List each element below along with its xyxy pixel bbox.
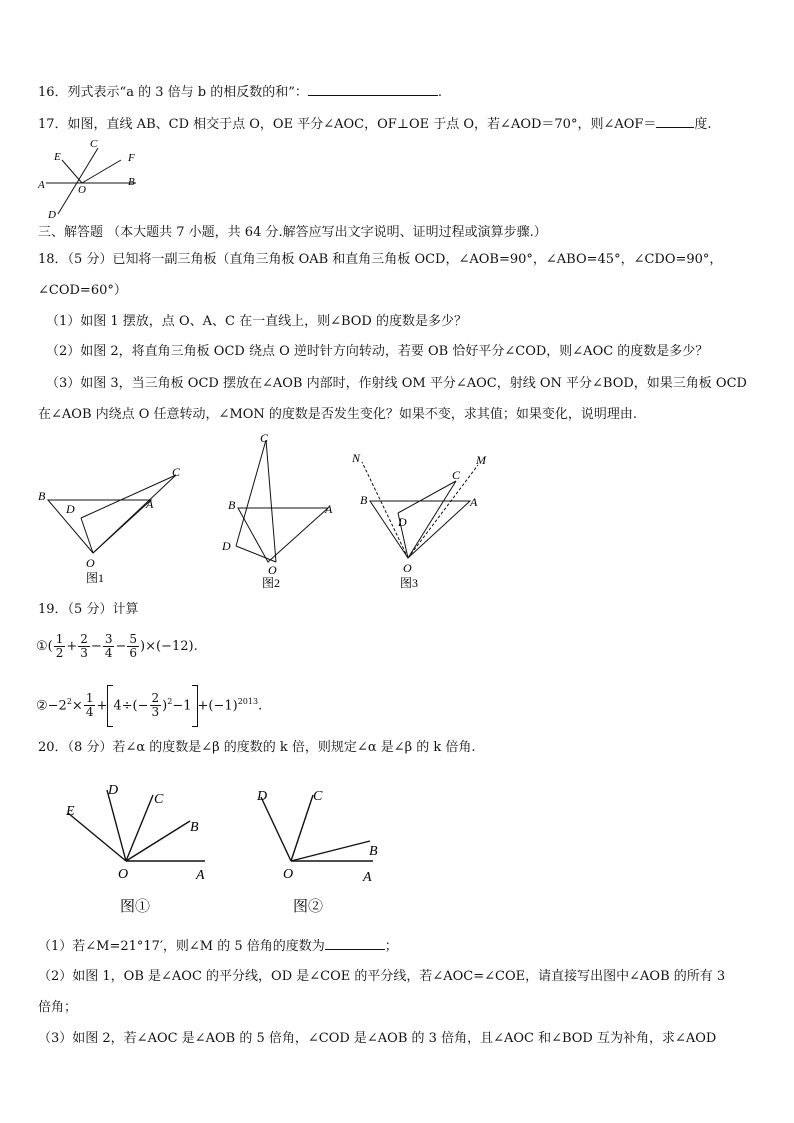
fig18-3-label-d: D <box>398 515 407 529</box>
q18-part2: （2）如图 2，将直角三角板 OCD 绕点 O 逆时针方向转动，若要 OB 恰好平分∠COD，则∠AOC 的度数是多少？ <box>46 344 709 359</box>
q16-answer-blank[interactable] <box>308 83 438 96</box>
fig17-label-a: A <box>38 179 45 191</box>
op-minus: − <box>115 639 127 654</box>
fig18-1-label-d: D <box>66 502 75 516</box>
fig18-1-label-a: A <box>146 497 154 511</box>
fig18-3-label-c: C <box>452 468 461 482</box>
q19-e2-a-exp: 2 <box>66 697 72 706</box>
fig20-2-label-a: A <box>363 870 372 885</box>
fig20-2-caption: 图② <box>293 899 324 915</box>
fig18-3-caption: 图3 <box>400 576 419 590</box>
numerator: 3 <box>104 632 113 646</box>
q16-text: 列式表示“a 的 3 倍与 b 的相反数的和”： <box>67 85 308 100</box>
numerator: 5 <box>129 632 138 646</box>
fig18-1-caption: 图1 <box>86 571 105 585</box>
fig20-1-label-o: O <box>118 867 129 882</box>
fig20-2-label-o: O <box>283 867 294 882</box>
q19-e2-d-exp: 2013 <box>237 697 259 706</box>
op-plus: + <box>66 639 78 654</box>
frac-1-4 <box>84 692 96 719</box>
q16-line <box>38 83 442 102</box>
fig18-2-label-d: D <box>222 539 231 553</box>
q20-part1-end: ； <box>384 939 398 954</box>
denominator: 2 <box>55 646 64 660</box>
q17-end: 度. <box>694 117 712 132</box>
fig18-1-label-c: C <box>172 465 181 479</box>
fig20-1-label-a: A <box>196 868 205 883</box>
op-times: × <box>71 698 83 714</box>
fig20-1-caption: 图① <box>120 899 151 915</box>
frac-5-6 <box>127 633 139 660</box>
q16-number: 16． <box>38 85 68 100</box>
denominator: 4 <box>104 646 113 660</box>
numerator: 1 <box>55 632 64 646</box>
q18-part1: （1）如图 1 摆放，点 O、A、C 在一直线上，则∠BOD 的度数是多少？ <box>46 314 467 329</box>
numerator: 2 <box>151 691 160 706</box>
q19-e2-c: ) <box>162 698 168 714</box>
fig17-label-e: E <box>54 151 61 163</box>
q20-part3: （3）如图 2，若∠AOC 是∠AOB 的 5 倍角，∠COD 是∠AOB 的 3 倍角，且∠AOC 和∠BOD 互为补角，求∠AOD <box>38 1031 717 1046</box>
fig18-1-label-b: B <box>38 489 46 503</box>
numerator: 2 <box>80 632 88 646</box>
denominator: 3 <box>80 646 88 660</box>
fig18-1-label-o: O <box>86 556 95 570</box>
q19-e1-end: . <box>193 639 198 654</box>
fig18-2-caption: 图2 <box>262 576 281 590</box>
q17-number: 17． <box>38 117 68 132</box>
fig20-1-label-c: C <box>154 792 164 807</box>
numerator: 1 <box>85 691 94 706</box>
fig20-2-label-d: D <box>257 789 268 804</box>
q16-end: . <box>437 85 442 100</box>
q19-e1-tail: )×(−12) <box>140 639 194 654</box>
frac-2-3 <box>78 633 90 660</box>
q19-expr1 <box>36 632 198 662</box>
q20-part1 <box>38 937 398 956</box>
fig17-label-d: D <box>48 209 56 221</box>
op-minus: − <box>90 639 102 654</box>
fig18-3-label-n: N <box>352 451 361 465</box>
fig17-label-f: F <box>128 152 135 164</box>
denominator: 4 <box>85 705 94 720</box>
q20-part1-text: （1）若∠M=21°17′，则∠M 的 5 倍角的度数为 <box>38 939 325 954</box>
q17-text: 如图，直线 AB、CD 相交于点 O，OE 平分∠AOC，OF⊥OE 于点 O，若∠AOD＝70°，则∠AOF＝ <box>67 117 657 132</box>
q18-figure-2 <box>218 430 348 590</box>
frac-1-2 <box>54 633 66 660</box>
denominator: 6 <box>129 646 138 660</box>
q20-part2a: （2）如图 1，OB 是∠AOC 的平分线，OD 是∠COE 的平分线，若∠AOC=∠COE，请直接写出图中∠AOB 的所有 3 <box>38 969 726 984</box>
q20-part2b: 倍角； <box>38 1000 78 1015</box>
q18-part3b: 在∠AOB 内绕点 O 任意转动，∠MON 的度数是否发生变化？如果不变，求其值；如果变化，说明理由. <box>38 407 638 422</box>
q20-part1-answer-blank[interactable] <box>325 937 385 950</box>
fig20-1-label-e: E <box>66 804 75 819</box>
q19-e2-d: +(−1) <box>197 698 238 714</box>
q19-e2-mark: ② <box>36 698 48 714</box>
section3-heading: 三、解答题 （本大题共 7 小题，共 64 分.解答应写出文字说明、证明过程或演算步骤.） <box>38 225 547 240</box>
fig17-label-c: C <box>90 138 98 150</box>
fig18-2-label-a: A <box>325 502 333 516</box>
q19-e2-c-exp: 2 <box>167 697 173 706</box>
fig18-3-label-a: A <box>470 495 478 509</box>
fig18-2-label-o: O <box>268 563 277 577</box>
q18-head2: ∠COD=60°） <box>38 283 127 298</box>
fig20-2-label-b: B <box>369 844 378 859</box>
q20-head: 20．（8 分）若∠α 的度数是∠β 的度数的 k 倍，则规定∠α 是∠β 的 k 倍角. <box>38 740 476 755</box>
denominator: 3 <box>151 705 160 720</box>
fig20-2-label-c: C <box>313 789 323 804</box>
fig17-label-o: O <box>78 184 86 196</box>
fig18-2-label-b: B <box>228 498 236 512</box>
q18-part3a: （3）如图 3，当三角板 OCD 摆放在∠AOB 内部时，作射线 OM 平分∠AOC，射线 ON 平分∠BOD，如果三角板 OCD <box>46 376 747 391</box>
q17-answer-blank[interactable] <box>656 115 694 128</box>
q19-e2-a: −2 <box>47 698 67 714</box>
q17-figure <box>36 138 146 223</box>
fig18-3-label-b: B <box>360 493 368 507</box>
q19-e2-c2: −1 <box>172 698 192 714</box>
q18-head: 18．（5 分）已知将一副三角板（直角三角板 OAB 和直角三角板 OCD，∠AOB=90°，∠ABO=45°，∠CDO=90°， <box>38 252 723 267</box>
fig18-3-label-o: O <box>403 561 412 575</box>
frac-2-3 <box>150 692 162 719</box>
fig17-label-b: B <box>128 176 135 188</box>
frac-3-4 <box>103 633 115 660</box>
q19-expr2 <box>36 680 262 728</box>
q19-e2-end: . <box>258 698 263 714</box>
q20-figure-2 <box>245 775 395 920</box>
q18-figure-3 <box>348 448 493 590</box>
fig18-2-label-c: C <box>260 431 269 445</box>
q18-figure-1 <box>36 460 196 590</box>
q19-e1-mark: ①( <box>36 639 53 654</box>
fig18-3-label-m: M <box>476 453 486 467</box>
q17-line <box>38 115 712 134</box>
fig20-1-label-d: D <box>108 783 119 798</box>
fig20-1-label-b: B <box>190 820 199 835</box>
q19-e2-b: 4÷(− <box>113 698 149 714</box>
op-plus: + <box>96 698 108 714</box>
q19-head: 19．（5 分）计算 <box>38 602 139 617</box>
q20-figure-1 <box>60 775 220 920</box>
